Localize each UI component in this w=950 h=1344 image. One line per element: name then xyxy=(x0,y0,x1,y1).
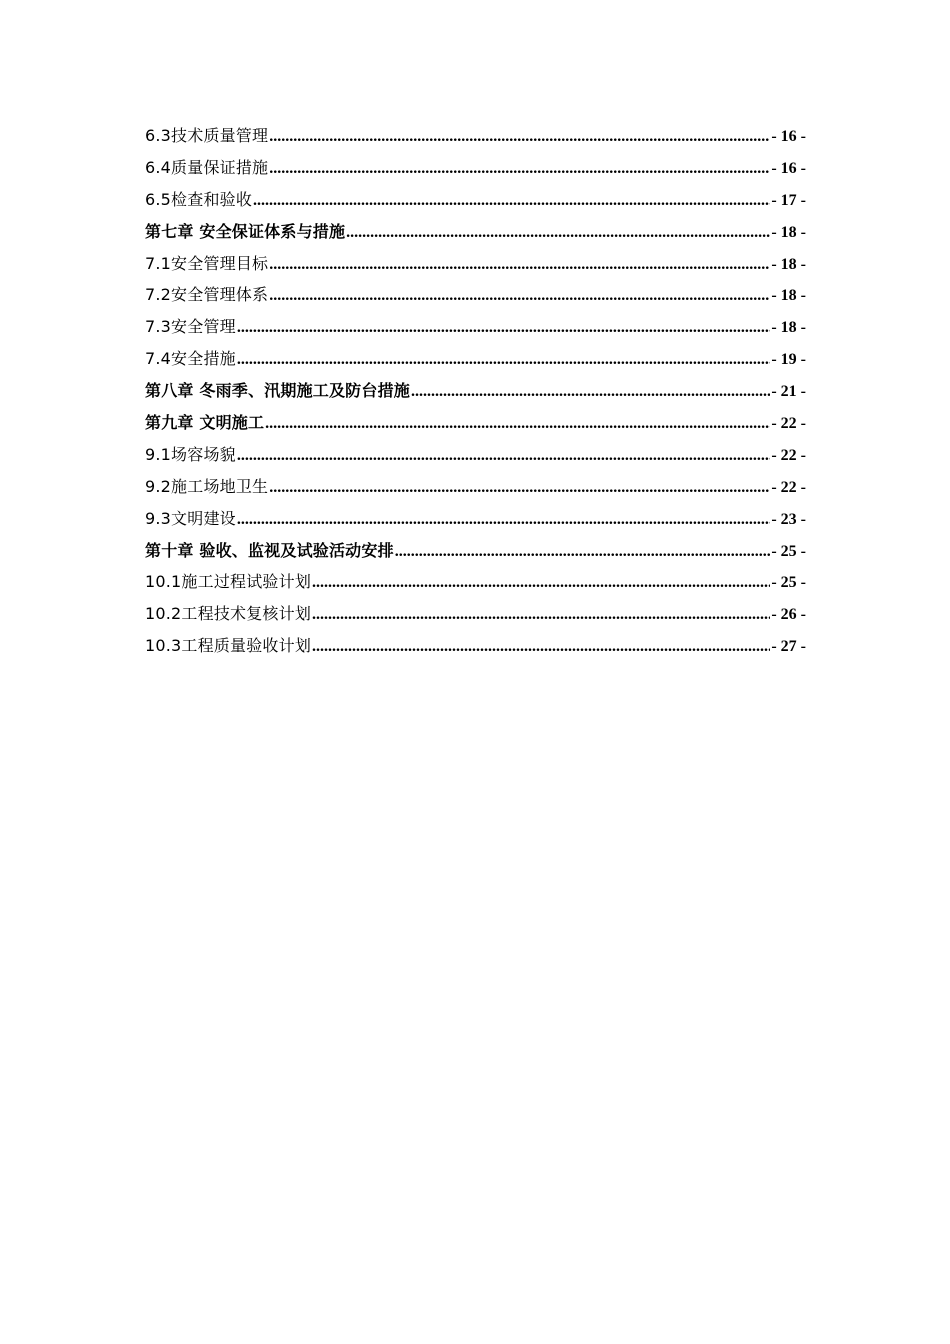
toc-entry[interactable] xyxy=(145,598,806,630)
toc-page-number: - 22 - xyxy=(771,415,806,433)
toc-entry-title: 第九章 文明施工 xyxy=(145,413,265,433)
toc-page-number: - 22 - xyxy=(771,446,806,464)
toc-page-number: - 25 - xyxy=(771,574,806,592)
toc-dot-leader xyxy=(395,536,771,568)
toc-entry[interactable] xyxy=(145,503,806,535)
toc-page-number: - 26 - xyxy=(771,606,806,624)
toc-page-number: - 17 - xyxy=(771,191,806,209)
toc-entry-title: 第八章 冬雨季、汛期施工及防台措施 xyxy=(145,381,410,401)
toc-entry-chapter[interactable] xyxy=(145,407,806,439)
toc-dot-leader xyxy=(237,344,770,376)
toc-entry[interactable] xyxy=(145,120,806,152)
toc-entry-title: 6.4质量保证措施 xyxy=(145,157,269,177)
toc-entry-chapter[interactable] xyxy=(145,535,806,567)
toc-dot-leader xyxy=(269,472,770,504)
toc-entry-title: 第七章 安全保证体系与措施 xyxy=(145,221,346,241)
toc-dot-leader xyxy=(269,153,770,185)
toc-page-number: - 18 - xyxy=(771,223,806,241)
toc-entry-title: 9.3文明建设 xyxy=(145,508,236,528)
toc-entry[interactable] xyxy=(145,566,806,598)
toc-dot-leader xyxy=(312,631,770,663)
toc-page-number: - 18 - xyxy=(771,319,806,337)
toc-entry[interactable] xyxy=(145,311,806,343)
toc-entry-title: 9.1场容场貌 xyxy=(145,444,236,464)
toc-page-number: - 19 - xyxy=(771,351,806,369)
toc-entry-title: 第十章 验收、监视及试验活动安排 xyxy=(145,540,394,560)
toc-entry[interactable] xyxy=(145,439,806,471)
toc-entry-title: 7.4安全措施 xyxy=(145,349,236,369)
toc-entry-title: 7.3安全管理 xyxy=(145,317,236,337)
toc-dot-leader xyxy=(253,185,770,217)
toc-page-number: - 21 - xyxy=(771,383,806,401)
toc-entry-title: 6.5检查和验收 xyxy=(145,189,253,209)
toc-entry[interactable] xyxy=(145,248,806,280)
toc-page-number: - 16 - xyxy=(771,128,806,145)
toc-dot-leader xyxy=(346,217,770,249)
toc-entry-title: 6.3技术质量管理 xyxy=(145,126,269,145)
toc-page-number: - 18 - xyxy=(771,255,806,273)
toc-entry-title: 10.2工程技术复核计划 xyxy=(145,604,312,624)
toc-page-number: - 23 - xyxy=(771,510,806,528)
toc-entry[interactable] xyxy=(145,279,806,311)
toc-dot-leader xyxy=(312,567,770,599)
toc-dot-leader xyxy=(237,312,770,344)
toc-entry-title: 10.3工程质量验收计划 xyxy=(145,636,312,656)
toc-page-number: - 27 - xyxy=(771,638,806,656)
toc-dot-leader xyxy=(411,376,770,408)
toc-page-number: - 25 - xyxy=(771,542,806,560)
toc-dot-leader xyxy=(269,121,770,153)
toc-entry-title: 9.2施工场地卫生 xyxy=(145,476,269,496)
toc-page-number: - 16 - xyxy=(771,159,806,177)
toc-dot-leader xyxy=(237,504,770,536)
toc-entry-title: 7.2安全管理体系 xyxy=(145,285,269,305)
toc-dot-leader xyxy=(269,249,770,281)
toc-dot-leader xyxy=(265,408,770,440)
toc-entry-title: 10.1施工过程试验计划 xyxy=(145,572,312,592)
toc-page-number: - 22 - xyxy=(771,478,806,496)
toc-entry[interactable] xyxy=(145,630,806,662)
toc-dot-leader xyxy=(312,599,770,631)
toc-dot-leader xyxy=(269,280,770,312)
toc-entry[interactable] xyxy=(145,184,806,216)
toc-entry[interactable] xyxy=(145,343,806,375)
toc-entry-title: 7.1安全管理目标 xyxy=(145,253,269,273)
toc-dot-leader xyxy=(237,440,770,472)
toc-page-number: - 18 - xyxy=(771,287,806,305)
toc-entry-chapter[interactable] xyxy=(145,216,806,248)
toc-entry-chapter[interactable] xyxy=(145,375,806,407)
toc-entry[interactable] xyxy=(145,152,806,184)
table-of-contents xyxy=(145,120,806,662)
toc-entry[interactable] xyxy=(145,471,806,503)
